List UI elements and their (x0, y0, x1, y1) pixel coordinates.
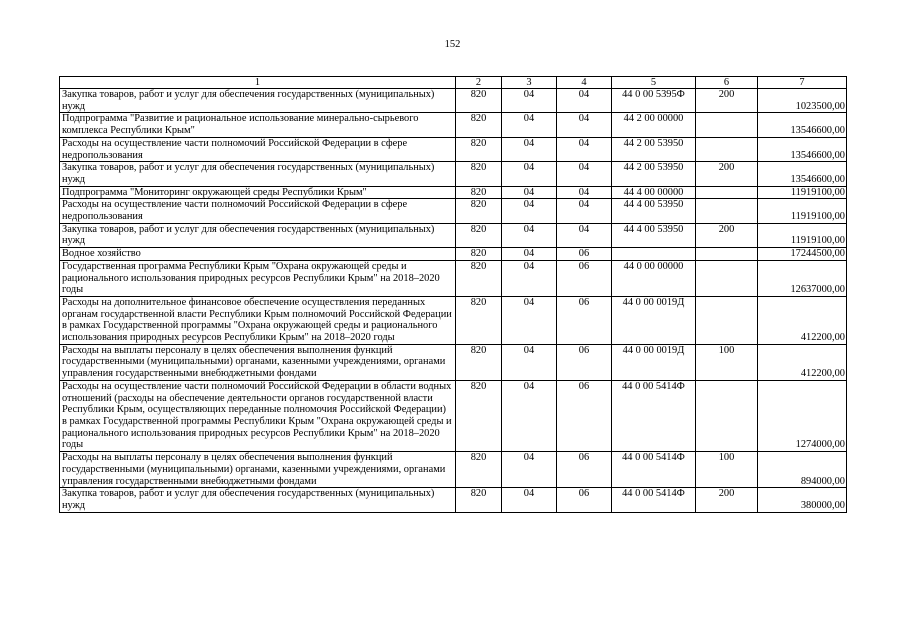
row-description: Закупка товаров, работ и услуг для обеспечения государственных (муниципальных) нужд (60, 162, 456, 186)
amount: 412200,00 (758, 296, 847, 344)
target-article-code: 44 0 00 0019Д (612, 296, 696, 344)
target-article-code: 44 2 00 00000 (612, 113, 696, 137)
table-row (60, 223, 847, 247)
expense-type-code (696, 296, 758, 344)
amount: 13546600,00 (758, 137, 847, 161)
section-code: 04 (502, 452, 557, 488)
column-header: 3 (502, 77, 557, 89)
table-row (60, 199, 847, 223)
table-row (60, 296, 847, 344)
ministry-code: 820 (456, 260, 502, 296)
section-code: 04 (502, 344, 557, 380)
column-header: 2 (456, 77, 502, 89)
target-article-code: 44 0 00 0019Д (612, 344, 696, 380)
row-description: Подпрограмма "Развитие и рациональное использование минерально-сырьевого комплекса Республики Крым" (60, 113, 456, 137)
row-description: Водное хозяйство (60, 248, 456, 261)
row-description: Расходы на осуществление части полномочий Российской Федерации в сфере недропользования (60, 137, 456, 161)
column-header: 4 (557, 77, 612, 89)
subsection-code: 04 (557, 89, 612, 113)
amount: 1274000,00 (758, 380, 847, 451)
expense-type-code (696, 248, 758, 261)
target-article-code: 44 0 00 5395Ф (612, 89, 696, 113)
table-row (60, 260, 847, 296)
column-header: 1 (60, 77, 456, 89)
section-code: 04 (502, 113, 557, 137)
table-row (60, 162, 847, 186)
row-description: Расходы на осуществление части полномочий Российской Федерации в области водных отношений (расходы на обеспечение деятельности органов государственной власти Республики Крым, осуществляющих переданные полномочия Российской Федерации) в рамках Государственной программы Республики Крым "Охрана окружающей среды и рационального использования природных ресурсов Республики Крым" на 2018–2020 годы (60, 380, 456, 451)
ministry-code: 820 (456, 452, 502, 488)
subsection-code: 06 (557, 260, 612, 296)
expense-type-code: 200 (696, 223, 758, 247)
row-description: Государственная программа Республики Крым "Охрана окружающей среды и рационального использования природных ресурсов Республики Крым" на 2018–2020 годы (60, 260, 456, 296)
ministry-code: 820 (456, 344, 502, 380)
expense-type-code (696, 186, 758, 199)
expense-type-code: 100 (696, 344, 758, 380)
section-code: 04 (502, 137, 557, 161)
target-article-code (612, 248, 696, 261)
ministry-code: 820 (456, 113, 502, 137)
ministry-code: 820 (456, 137, 502, 161)
row-description: Закупка товаров, работ и услуг для обеспечения государственных (муниципальных) нужд (60, 488, 456, 512)
ministry-code: 820 (456, 199, 502, 223)
row-description: Закупка товаров, работ и услуг для обеспечения государственных (муниципальных) нужд (60, 89, 456, 113)
amount: 12637000,00 (758, 260, 847, 296)
section-code: 04 (502, 199, 557, 223)
subsection-code: 04 (557, 162, 612, 186)
expense-type-code: 200 (696, 162, 758, 186)
subsection-code: 04 (557, 223, 612, 247)
ministry-code: 820 (456, 223, 502, 247)
target-article-code: 44 0 00 5414Ф (612, 380, 696, 451)
row-description: Расходы на осуществление части полномочий Российской Федерации в сфере недропользования (60, 199, 456, 223)
target-article-code: 44 2 00 53950 (612, 162, 696, 186)
section-code: 04 (502, 248, 557, 261)
table-row (60, 248, 847, 261)
row-description: Подпрограмма "Мониторинг окружающей среды Республики Крым" (60, 186, 456, 199)
ministry-code: 820 (456, 380, 502, 451)
table-row (60, 113, 847, 137)
subsection-code: 06 (557, 452, 612, 488)
row-description: Расходы на выплаты персоналу в целях обеспечения выполнения функций государственными (муниципальными) органами, казенными учреждениями, органами управления государственными внебюджетными фондами (60, 452, 456, 488)
row-description: Закупка товаров, работ и услуг для обеспечения государственных (муниципальных) нужд (60, 223, 456, 247)
table-row (60, 380, 847, 451)
section-code: 04 (502, 162, 557, 186)
amount: 11919100,00 (758, 223, 847, 247)
row-description: Расходы на дополнительное финансовое обеспечение осуществления переданных органам государственной власти Республики Крым полномочий Российской Федерации в рамках Государственной программы "Охрана окружающей среды и рационального использования природных ресурсов Республики Крым" на 2018–2020 годы (60, 296, 456, 344)
table-row (60, 344, 847, 380)
expense-type-code (696, 113, 758, 137)
table-row (60, 488, 847, 512)
target-article-code: 44 2 00 53950 (612, 137, 696, 161)
subsection-code: 04 (557, 137, 612, 161)
ministry-code: 820 (456, 488, 502, 512)
amount: 13546600,00 (758, 162, 847, 186)
subsection-code: 06 (557, 380, 612, 451)
table-row (60, 186, 847, 199)
amount: 17244500,00 (758, 248, 847, 261)
section-code: 04 (502, 380, 557, 451)
subsection-code: 06 (557, 344, 612, 380)
section-code: 04 (502, 186, 557, 199)
expense-type-code: 200 (696, 89, 758, 113)
subsection-code: 06 (557, 296, 612, 344)
amount: 1023500,00 (758, 89, 847, 113)
table-row (60, 452, 847, 488)
section-code: 04 (502, 488, 557, 512)
subsection-code: 06 (557, 248, 612, 261)
section-code: 04 (502, 260, 557, 296)
expense-type-code (696, 137, 758, 161)
section-code: 04 (502, 223, 557, 247)
ministry-code: 820 (456, 186, 502, 199)
subsection-code: 04 (557, 199, 612, 223)
column-header: 7 (758, 77, 847, 89)
page-number: 152 (444, 39, 461, 50)
ministry-code: 820 (456, 248, 502, 261)
amount: 11919100,00 (758, 199, 847, 223)
section-code: 04 (502, 89, 557, 113)
budget-table (59, 76, 847, 513)
row-description: Расходы на выплаты персоналу в целях обеспечения выполнения функций государственными (муниципальными) органами, казенными учреждениями, органами управления государственными внебюджетными фондами (60, 344, 456, 380)
table-row (60, 89, 847, 113)
expense-type-code: 100 (696, 452, 758, 488)
subsection-code: 04 (557, 113, 612, 137)
expense-type-code: 200 (696, 488, 758, 512)
ministry-code: 820 (456, 296, 502, 344)
target-article-code: 44 0 00 5414Ф (612, 452, 696, 488)
expense-type-code (696, 260, 758, 296)
amount: 412200,00 (758, 344, 847, 380)
ministry-code: 820 (456, 162, 502, 186)
column-header: 6 (696, 77, 758, 89)
target-article-code: 44 4 00 53950 (612, 223, 696, 247)
column-header: 5 (612, 77, 696, 89)
amount: 380000,00 (758, 488, 847, 512)
amount: 13546600,00 (758, 113, 847, 137)
amount: 894000,00 (758, 452, 847, 488)
ministry-code: 820 (456, 89, 502, 113)
subsection-code: 04 (557, 186, 612, 199)
subsection-code: 06 (557, 488, 612, 512)
target-article-code: 44 0 00 00000 (612, 260, 696, 296)
target-article-code: 44 4 00 53950 (612, 199, 696, 223)
amount: 11919100,00 (758, 186, 847, 199)
table-row (60, 137, 847, 161)
target-article-code: 44 4 00 00000 (612, 186, 696, 199)
target-article-code: 44 0 00 5414Ф (612, 488, 696, 512)
section-code: 04 (502, 296, 557, 344)
expense-type-code (696, 380, 758, 451)
header-row (60, 77, 847, 89)
expense-type-code (696, 199, 758, 223)
